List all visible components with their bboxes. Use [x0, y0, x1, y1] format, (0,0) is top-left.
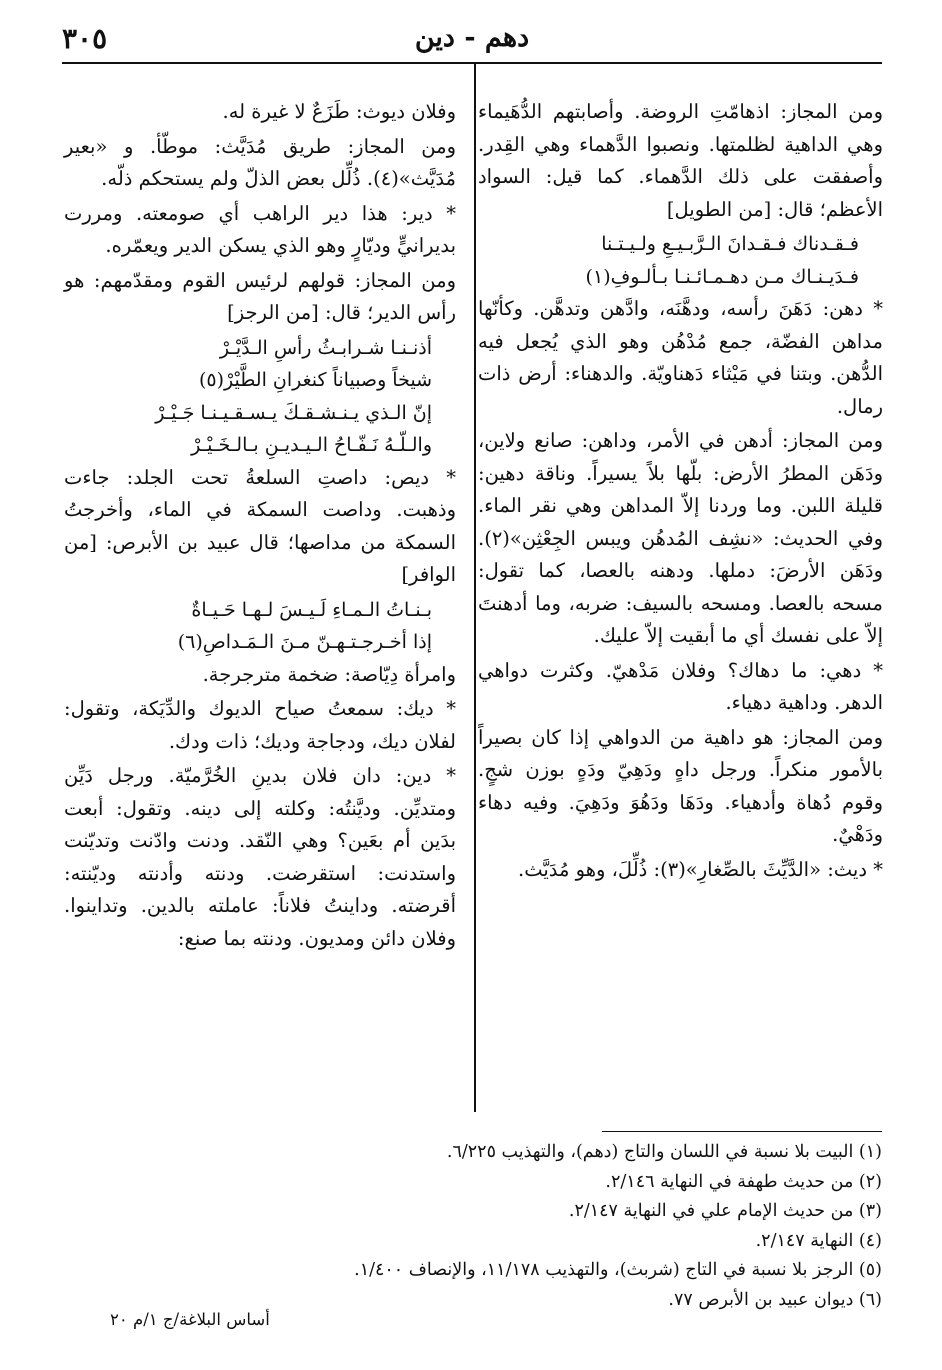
footnote: (٤) النهاية ٢/١٤٧.: [755, 1230, 882, 1251]
right-column: [478, 96, 883, 888]
entry-paragraph: ومن المجاز: طريق مُدَيَّث: موطّأ. و «بعير مُدَيَّث»(٤). ذُلِّل بعض الذلّ ولم يستحكم ذلّه.: [64, 134, 456, 190]
entry-paragraph: ومن المجاز: قولهم لرئيس القوم ومقدّمهم: هو رأس الدير؛ قال: [من الرجز]: [64, 268, 456, 324]
verse-line: إنّ الـذي يـنـشـقـكَ يـسـقـيـنـا جَـيْـرْ: [155, 401, 432, 424]
footnote: (١) البيت بلا نسبة في اللسان والتاج (دهم)، والتهذيب ٦/٢٢٥.: [446, 1142, 882, 1162]
entry-paragraph: وامرأة دِيّاصة: ضخمة مترجرجة.: [202, 662, 456, 686]
footnote: (٢) من حديث طهفة في النهاية ٢/١٤٦.: [605, 1171, 882, 1192]
running-head: دهم - دين: [414, 22, 530, 53]
entry-paragraph: * دين: دان فلان بدينِ الخُرَّميّة. ورجل دَيِّن ومتديِّن. وديَّنتُه: وكلته إلى دينه. وتقول: أبعت بدَين أم بعَين؟ وهي النّقد. ودنت وادّنت وتديّنت واستدنت: استقرضت. ودنته وأدنته وديّنته: أقرضته. وداينتُ فلاناً: عاملته بالدين. وتداينوا. وفلان دائن ومديون. ودنته بما صنع:: [64, 764, 456, 950]
footnote: (٣) من حديث الإمام علي في النهاية ٢/١٤٧.: [568, 1201, 882, 1221]
footnotes: [280, 1138, 882, 1315]
entry-paragraph: وفلان ديوث: طَزَعٌ لا غيرة له.: [222, 100, 456, 123]
verse-line: إذا أخـرجـتـهـنّ مـنَ الـمَـداصِ(٦): [177, 631, 432, 653]
entry-paragraph: * دير: هذا دير الراهب أي صومعته. ومررت بديرانيٍّ وديّارٍ وهو الذي يسكن الدير ويعمّره.: [64, 201, 456, 257]
entry-paragraph: * دهن: دَهَنَ رأسه، ودهَّنَه، وادَّهن وتدهَّن. وكأنّها مداهن الفضّة، جمع مُدْهُن وهو الذي يُجعل فيه الدُّهن. وبتنا في مَيْثاء دَهناويّة. والدهناء: أرض ذات رمال.: [478, 297, 883, 418]
signature-mark: أساس البلاغة/ج ١/م ٢٠: [110, 1310, 270, 1329]
verse-line: بـنـاتُ الـمـاءِ لَـيـسَ لـهـا حَـيـاةٌ: [191, 598, 432, 621]
entry-paragraph: ومن المجاز: اذهامّتِ الروضة. وأصابتهم الدُّهَيماء وهي الداهية لظلمتها. ونصبوا الدَّهماء وهي القِدر. وأصفقت على ذلك الدَّهماء. كما قيل: السواد الأعظم؛ قال: [من الطويل]: [478, 100, 883, 221]
verse-line: أذنـنـا شـرابـثُ رأسِ الـدَّيْـرْ: [219, 336, 432, 359]
entry-paragraph: * ديص: داصتِ السلعةُ تحت الجلد: جاءت وذهبت. وداصت السمكة في الماء، وأخرجتُ السمكة من مداصها؛ قال عبيد بن الأبرص: [من الوافر]: [64, 465, 456, 586]
verse-line: والـلّـهُ نَـفّـاحُ الـيـديـنِ بـالـخَـيْـرْ: [191, 434, 432, 456]
column-divider: [474, 64, 476, 1112]
left-column: [64, 96, 456, 957]
footnote: (٦) ديوان عبيد بن الأبرص ٧٧.: [668, 1289, 882, 1310]
page-header: [62, 22, 882, 62]
verse-line: فـدَيـنـاك مـن دهـمـائـنـا بـألـوفِ(١): [585, 265, 859, 288]
entry-paragraph: * ديث: «الدَّيِّثَ بالصِّغارِ»(٣): ذُلِّلَ، وهو مُدَيَّث.: [518, 857, 883, 881]
verse-line: فـقـدناك فـقـدانَ الـرَّبـيـعِ ولـيـتـنا: [601, 233, 859, 255]
entry-paragraph: ومن المجاز: أدهن في الأمر، وداهن: صانع ولاين، ودَهَن المطرُ الأرض: بلّها بلاً يسيراً. وناقة دهين: قليلة اللبن. وما وردنا إلاّ المداهن وهي نقر الماء. وفي الحديث: «نشِف المُدهُن ويبس الجِعْثِن»(٢). ودَهَن الأرضَ: دملها. ودهنه بالعصا، كما تقول: مسحه بالعصا. ومسحه بالسيف: ضربه، وما أدهنتَ إلاّ على نفسك أي ما أبقيت إلاّ عليك.: [478, 429, 883, 647]
verse-line: شيخاً وصبياناً كنغرانِ الطَّيْرْ(٥): [198, 369, 432, 391]
entry-paragraph: * ديك: سمعتُ صياح الديوك والدِّيَكة، وتقول: لفلان ديك، ودجاجة وديك؛ ذات ودك.: [64, 697, 456, 753]
header-rule: [62, 62, 882, 64]
entry-paragraph: ومن المجاز: هو داهية من الدواهي إذا كان بصيراً بالأمور منكراً. ورجل داهٍ ودَهِيّ ودَهٍ بوزن شجٍ. وقوم دُهاة وأدهياء. ودَهَا ودَهُوَ ودَهِيَ. وفيه دهاء ودَهْيٌ.: [478, 725, 883, 846]
footnote: (٥) الرجز بلا نسبة في التاج (شربث)، والتهذيب ١١/١٧٨، والإنصاف ١/٤٠٠.: [354, 1260, 882, 1280]
entry-paragraph: * دهي: ما دهاك؟ وفلان مَدْهيّ. وكثرت دواهي الدهر. وداهية دهياء.: [478, 658, 883, 714]
footnote-rule: [602, 1131, 882, 1132]
page-number: ٣٠٥: [62, 22, 108, 55]
